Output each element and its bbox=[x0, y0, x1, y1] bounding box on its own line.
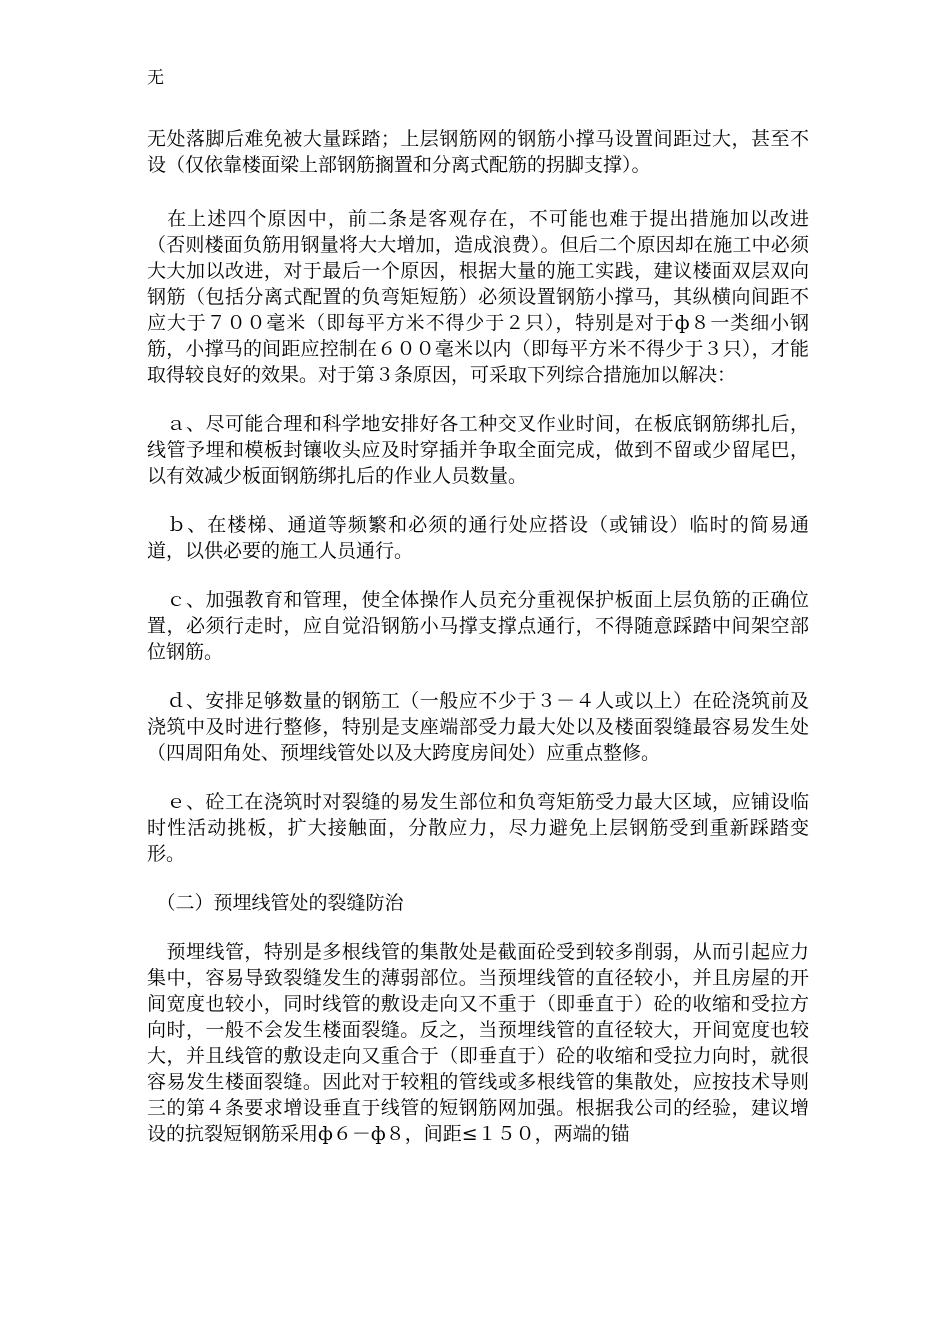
paragraph: ｅ、砼工在浇筑时对裂缝的易发生部位和负弯矩筋受力最大区域，应铺设临时性活动挑板，扩大接触面，分散应力，尽力避免上层钢筋受到重新踩踏变形。 bbox=[147, 791, 809, 865]
paragraph: ｄ、安排足够数量的钢筋工（一般应不少于３－４人或以上）在砼浇筑前及浇筑中及时进行整修，特别是支座端部受力最大处以及楼面裂缝最容易发生处（四周阳角处、预埋线管处以及大跨度房间处）应重点整修。 bbox=[147, 690, 809, 764]
paragraph: 无处落脚后难免被大量踩踏；上层钢筋网的钢筋小撑马设置间距过大，甚至不设（仅依靠楼面梁上部钢筋搁置和分离式配筋的拐脚支撑）。 bbox=[147, 128, 809, 176]
paragraph: ｃ、加强教育和管理，使全体操作人员充分重视保护板面上层负筋的正确位置，必须行走时，应自觉沿钢筋小马撑支撑点通行，不得随意踩踏中间架空部位钢筋。 bbox=[147, 589, 809, 663]
paragraph: 预埋线管，特别是多根线管的集散处是截面砼受到较多削弱，从而引起应力集中，容易导致裂缝发生的薄弱部位。当预埋线管的直径较小，并且房屋的开间宽度也较小，同时线管的敷设走向又不重于（即垂直于）砼的收缩和受拉方向时，一般不会发生楼面裂缝。反之，当预埋线管的直径较大，开间宽度也较大，并且线管的敷设走向又重合于（即垂直于）砼的收缩和受拉力向时，就很容易发生楼面裂缝。因此对于较粗的管线或多根线管的集散处，应按技术导则三的第４条要求增设垂直于线管的短钢筋网加强。根据我公司的经验，建议增设的抗裂短钢筋采用ф６－ф８，间距≤１５０，两端的锚 bbox=[147, 941, 809, 1145]
document-body bbox=[147, 126, 809, 1170]
paragraph: 在上述四个原因中，前二条是客观存在，不可能也难于提出措施加以改进（否则楼面负筋用钢量将大大增加，造成浪费）。但后二个原因却在施工中必须大大加以改进，对于最后一个原因，根据大量的施工实践，建议楼面双层双向钢筋（包括分离式配置的负弯矩短筋）必须设置钢筋小撑马，其纵横向间距不应大于７００毫米（即每平方米不得少于２只），特别是对于ф８一类细小钢筋，小撑马的间距应控制在６００毫米以内（即每平方米不得少于３只），才能取得较良好的效果。对于第３条原因，可采取下列综合措施加以解决： bbox=[147, 208, 809, 386]
section-heading: （二）预埋线管处的裂缝防治 bbox=[147, 892, 404, 914]
paragraph: ｂ、在楼梯、通道等频繁和必须的通行处应搭设（或铺设）临时的简易通道，以供必要的施工人员通行。 bbox=[147, 514, 809, 562]
page-header: 无 bbox=[147, 68, 164, 88]
paragraph: ａ、尽可能合理和科学地安排好各工种交叉作业时间，在板底钢筋绑扎后，线管予埋和模板封镶收头应及时穿插并争取全面完成，做到不留或少留尾巴，以有效减少板面钢筋绑扎后的作业人员数量。 bbox=[147, 413, 809, 487]
